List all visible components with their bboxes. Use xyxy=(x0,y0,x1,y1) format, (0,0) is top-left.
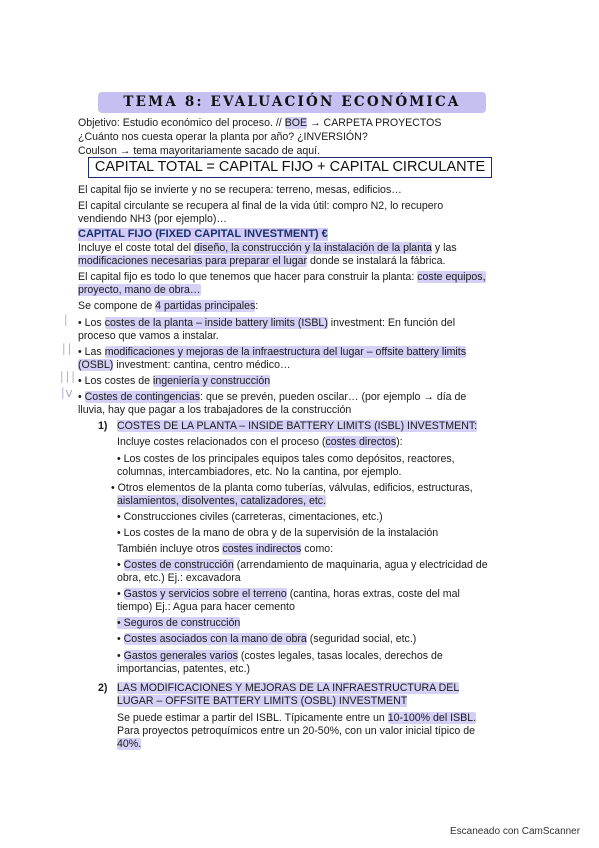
indirect-construction-1: • Costes de construcción (arrendamiento de maquinaria, agua y electricidad de xyxy=(117,559,488,571)
indirect-labour: • Costes asociados con la mano de obra (seguridad social, etc.) xyxy=(117,633,417,645)
includes-line-2: modificaciones necesarias para preparar el lugar donde se instalará la fábrica. xyxy=(78,255,446,267)
page-title: TEMA 8: EVALUACIÓN ECONÓMICA xyxy=(98,92,486,113)
section-2-para-2: Para proyectos petroquímicos entre un 20-50%, con un valor inicial típico de xyxy=(117,725,476,737)
section-1-indirect: También incluye otros costes indirectos como: xyxy=(117,543,334,555)
section-fixed-capital: CAPITAL FIJO (FIXED CAPITAL INVESTMENT) € xyxy=(78,228,328,240)
section-2-title-2: LUGAR – OFFSITE BATTERY LIMITS (OSBL) INVESTMENT xyxy=(117,695,408,707)
isbl-item-labour: • Los costes de la mano de obra y de la supervisión de la instalación xyxy=(117,527,439,539)
section-2-title-1: LAS MODIFICACIONES Y MEJORAS DE LA INFRAESTRUCTURA DEL xyxy=(117,682,460,694)
coulson-line: Coulson → tema mayoritariamente sacado de aquí. xyxy=(78,145,321,157)
bullet-engineering: • Los costes de ingeniería y construcción xyxy=(78,375,271,387)
indirect-general-2: importancias, patentes, etc.) xyxy=(117,663,251,675)
circulating-capital-line-1: El capital circulante se recupera al final de la vida útil: compro N2, lo recupero xyxy=(78,200,444,212)
section-1-number: 1) xyxy=(98,420,108,432)
indirect-services-2: tiempo) Ej.: Agua para hacer cemento xyxy=(117,601,295,613)
section-2-number: 2) xyxy=(98,682,108,694)
indirect-construction-2: obra, etc.) Ej.: excavadora xyxy=(117,572,241,584)
bullet-isbl-line-2: proceso que vamos a instalar. xyxy=(78,330,219,342)
scanner-watermark: Escaneado con CamScanner xyxy=(450,826,581,837)
isbl-item-elements-1: • Otros elementos de la planta como tuberías, válvulas, edificios, estructuras, xyxy=(111,482,473,494)
margin-mark: ׀׀ xyxy=(61,345,73,356)
indirect-services-1: • Gastos y servicios sobre el terreno (cantina, horas extras, coste del mal xyxy=(117,588,460,600)
bullet-isbl-line-1: • Los costes de la planta – inside battery limits (ISBL) investment: En función del xyxy=(78,317,456,329)
bullet-osbl-line-1: • Las modificaciones y mejoras de la infraestructura del lugar – offsite battery limits xyxy=(78,346,467,358)
everything-line-1: El capital fijo es todo lo que tenemos que hacer para construir la planta: coste equipos, xyxy=(78,271,486,283)
indirect-insurance: • Seguros de construcción xyxy=(117,617,241,629)
question-line: ¿Cuánto nos cuesta operar la planta por año? ¿INVERSIÓN? xyxy=(78,131,368,143)
bullet-osbl-line-2: (OSBL) investment: cantina, centro médico… xyxy=(78,359,291,371)
section-1-includes: Incluye costes relacionados con el proceso (costes directos): xyxy=(117,436,403,448)
margin-mark: ׀V xyxy=(60,389,73,400)
bullet-contingency-line-1: • Costes de contingencias: que se prevén, pueden oscilar… (por ejemplo → día de xyxy=(78,391,467,403)
section-2-para-1: Se puede estimar a partir del ISBL. Típicamente entre un 10-100% del ISBL. xyxy=(117,712,477,724)
fixed-capital-paragraph: El capital fijo se invierte y no se recupera: terreno, mesas, edificios… xyxy=(78,184,402,196)
isbl-item-elements-2: aislamientos, disolventes, catalizadores, etc. xyxy=(117,495,327,507)
compone-line: Se compone de 4 partidas principales: xyxy=(78,300,259,312)
indirect-general-1: • Gastos generales varios (costes legales, tasas locales, derechos de xyxy=(117,650,443,662)
includes-line-1: Incluye el coste total del diseño, la construcción y la instalación de la planta y las xyxy=(78,242,457,254)
section-1-title: COSTES DE LA PLANTA – INSIDE BATTERY LIMITS (ISBL) INVESTMENT: xyxy=(117,420,478,432)
isbl-item-equipment-1: • Los costes de los principales equipos tales como depósitos, reactores, xyxy=(117,453,455,465)
isbl-item-equipment-2: columnas, intercambiadores, etc. No la cantina, por ejemplo. xyxy=(117,466,402,478)
margin-mark: ׀׀׀ xyxy=(59,373,76,384)
bullet-contingency-line-2: lluvia, hay que pagar a los trabajadores de la construcción xyxy=(78,404,352,416)
capital-formula-box: CAPITAL TOTAL = CAPITAL FIJO + CAPITAL CIRCULANTE xyxy=(88,157,492,178)
margin-mark: ׀ xyxy=(63,316,69,327)
everything-line-2: proyecto, mano de obra… xyxy=(78,284,201,296)
objective-line: Objetivo: Estudio económico del proceso. // BOE → CARPETA PROYECTOS xyxy=(78,117,442,129)
section-2-para-3: 40%. xyxy=(117,738,142,750)
isbl-item-civil: • Construcciones civiles (carreteras, cimentaciones, etc.) xyxy=(117,511,383,523)
circulating-capital-line-2: vendiendo NH3 (por ejemplo)… xyxy=(78,213,227,225)
